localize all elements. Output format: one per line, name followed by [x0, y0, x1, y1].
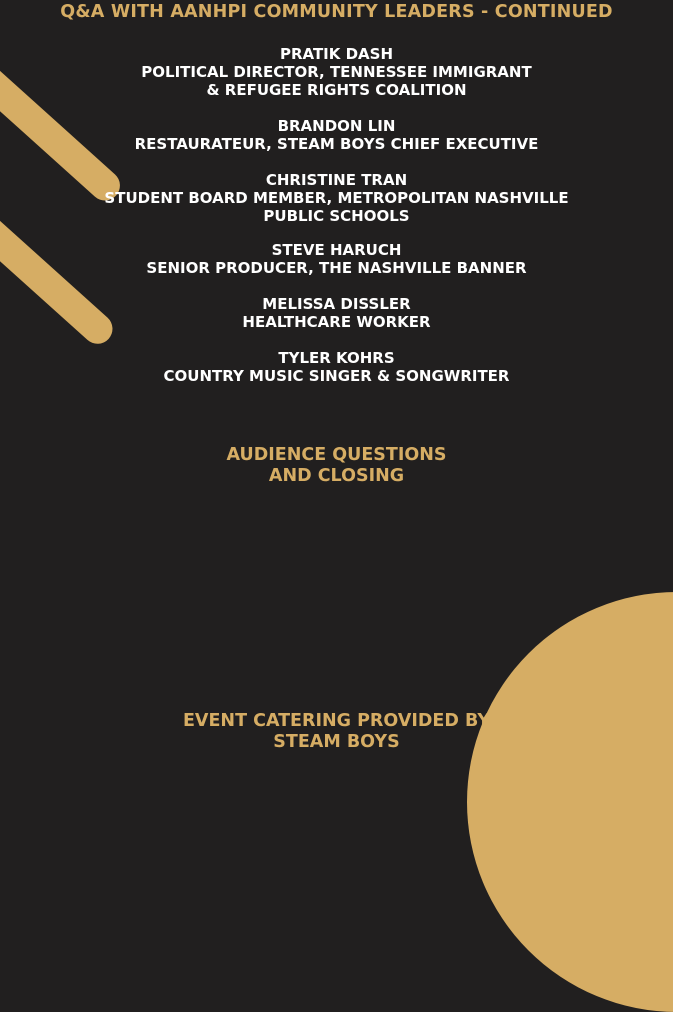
speaker-block	[0, 349, 673, 385]
speaker-name: CHRISTINE TRAN	[265, 171, 408, 189]
speaker-block	[0, 117, 673, 153]
speaker-role: RESTAURATEUR, STEAM BOYS CHIEF EXECUTIVE	[134, 135, 539, 153]
speaker-role: SENIOR PRODUCER, THE NASHVILLE BANNER	[146, 259, 527, 277]
speaker-role: COUNTRY MUSIC SINGER & SONGWRITER	[163, 367, 510, 385]
catering-line: STEAM BOYS	[273, 732, 400, 752]
speaker-role: PUBLIC SCHOOLS	[263, 207, 410, 225]
speaker-name: TYLER KOHRS	[278, 349, 395, 367]
speaker-role: POLITICAL DIRECTOR, TENNESSEE IMMIGRANT	[141, 63, 532, 81]
speaker-role: HEALTHCARE WORKER	[242, 313, 431, 331]
catering-line: EVENT CATERING PROVIDED BY	[182, 711, 491, 731]
speaker-name: PRATIK DASH	[279, 45, 394, 63]
speaker-role: STUDENT BOARD MEMBER, METROPOLITAN NASHVILLE	[104, 189, 569, 207]
page-title: Q&A WITH AANHPI COMMUNITY LEADERS - CONTINUED	[60, 2, 613, 22]
closing-line: AUDIENCE QUESTIONS	[226, 445, 447, 465]
speaker-block	[0, 241, 673, 277]
closing-heading	[0, 445, 673, 487]
speaker-role: & REFUGEE RIGHTS COALITION	[206, 81, 467, 99]
speaker-name: BRANDON LIN	[277, 117, 396, 135]
catering-credit	[0, 711, 673, 753]
speaker-block	[0, 45, 673, 99]
decorative-circle	[467, 592, 673, 1012]
speaker-name: MELISSA DISSLER	[262, 295, 411, 313]
closing-line: AND CLOSING	[268, 466, 405, 486]
speaker-block	[0, 295, 673, 331]
speaker-name: STEVE HARUCH	[271, 241, 402, 259]
speaker-block	[0, 171, 673, 225]
